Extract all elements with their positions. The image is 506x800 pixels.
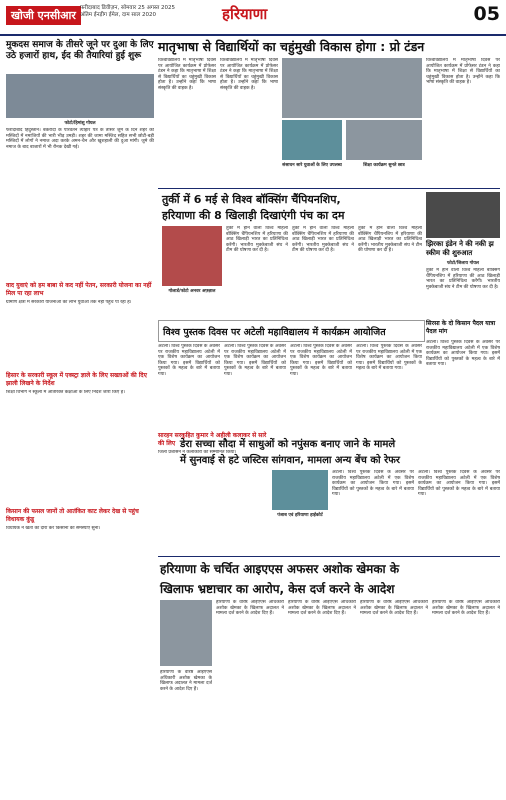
- column-story-2-body: शिक्षा विभाग ने स्कूलों में अतिरिक्त कक्षाओं के लिए निर्देश जारी किए हैं।: [6, 390, 125, 395]
- dera-headline-1: डेरा सच्चा सौदा में साधुओं को नपुंसक बनाए जाने के मामले: [180, 439, 396, 450]
- side-story-caption: फोटो/हिमांशु गोयल: [64, 121, 96, 126]
- column-story-2-headline: हिसार के सरकारी स्कूल में एक्स्ट्रा ज्ञाले के लिए सख्ताओं की दिए झाली लिखने के निर्देश: [6, 372, 147, 387]
- right-story-body: तुर्की में होने वाली विश्व महिला बॉक्सिंग चैंपियनशिप में हरियाणा की आठ खिलाड़ी भारत का प्रतिनिधित्व करेंगी। भारतीय मुक्केबाजी संघ ने टीम की घोषणा कर दी है।: [426, 268, 500, 290]
- right-story-caption: फोटो/जिलाय गोयल: [447, 261, 479, 266]
- world-day-body-1: अटेली। विश्व पुस्तक दिवस के अवसर पर राजकीय महाविद्यालय अटेली में एक विशेष कार्यक्रम का आयोजन किया गया। इसमें विद्यार्थियों को पुस्तकों के महत्व के बारे में बताया गया।: [158, 344, 220, 377]
- dera-body-1: अटेली। विश्व पुस्तक दिवस के अवसर पर राजकीय महाविद्यालय अटेली में एक विशेष कार्यक्रम का आयोजन किया गया। इसमें विद्यार्थियों को पुस्तकों के महत्व के बारे में बताया गया।: [332, 470, 414, 498]
- lead-body-col-2: विश्वविद्यालय में मातृभाषा दिवस पर आयोजित कार्यक्रम में प्रोफेसर टंडन ने कहा कि मातृभाषा में शिक्षा से विद्यार्थियों का चहुंमुखी विकास होता है। उन्होंने कहा कि भाषा संस्कृति की वाहक है।: [220, 58, 278, 91]
- paper-name: खोजी एनसीआर: [6, 6, 81, 25]
- side-story-photo: [6, 74, 154, 118]
- lead-body-col-1: विश्वविद्यालय में मातृभाषा दिवस पर आयोजित कार्यक्रम में प्रोफेसर टंडन ने कहा कि मातृभाषा में शिक्षा से विद्यार्थियों का चहुंमुखी विकास होता है। उन्होंने कहा कि भाषा संस्कृति की वाहक है।: [158, 58, 216, 91]
- masthead: [0, 0, 506, 36]
- boxing-caption: गोलार्ड/फोटो अनवर अफ़्ज़ाल: [168, 289, 216, 294]
- khemka-body-0: हरियाणा के वरिष्ठ आईएएस अधिकारी अशोक खेमका के खिलाफ अदालत ने मामला दर्ज करने के आदेश दिए हैं।: [160, 670, 212, 692]
- side-small-headline: सिरसा के दो किसान पैदल यात्रा पैदल मांग: [426, 320, 496, 335]
- column-story-4-body: विधायक ने खेतों का दौरा कर किसानों की समस्याएं सुनीं।: [6, 526, 101, 531]
- lead-photo-right: [346, 120, 422, 160]
- world-day-headline-box: [158, 320, 425, 342]
- dera-caption: पंजाब एवं हरियाणा हाईकोर्ट: [277, 513, 323, 518]
- right-story-headline: झिरका इंडेन ने की नकी झ स्कीम की शुरुआत: [426, 240, 494, 257]
- dera-body-2: अटेली। विश्व पुस्तक दिवस के अवसर पर राजकीय महाविद्यालय अटेली में एक विशेष कार्यक्रम का आयोजन किया गया। इसमें विद्यार्थियों को पुस्तकों के महत्व के बारे में बताया गया।: [418, 470, 500, 498]
- section-title: हरियाणा: [222, 5, 268, 23]
- lead-caption-right: शिक्षा कार्यक्रम सुनते छात्र: [363, 163, 405, 168]
- lead-photo: [282, 58, 422, 118]
- world-day-body-3: अटेली। विश्व पुस्तक दिवस के अवसर पर राजकीय महाविद्यालय अटेली में एक विशेष कार्यक्रम का आयोजन किया गया। इसमें विद्यार्थियों को पुस्तकों के महत्व के बारे में बताया गया।: [290, 344, 352, 377]
- divider: [158, 188, 500, 189]
- side-small-body: अटेली। विश्व पुस्तक दिवस के अवसर पर राजकीय महाविद्यालय अटेली में एक विशेष कार्यक्रम का आयोजन किया गया। इसमें विद्यार्थियों को पुस्तकों के महत्व के बारे में बताया गया।: [426, 340, 500, 368]
- world-day-body-2: अटेली। विश्व पुस्तक दिवस के अवसर पर राजकीय महाविद्यालय अटेली में एक विशेष कार्यक्रम का आयोजन किया गया। इसमें विद्यार्थियों को पुस्तकों के महत्व के बारे में बताया गया।: [224, 344, 286, 377]
- column-story-4-headline: किसान की फसल जानों तो आतंकित काट लेकर देख से पहुंच विधायक कुंडू: [6, 508, 139, 523]
- boxing-headline-2: हरियाणा की 8 खिलाड़ी दिखाएंगी पंच का दम: [162, 209, 345, 222]
- column-story-1-headline: वाद युवाएं को हम बाबा से कद नहीं पेतन, सरकारी योजना का नहीं मिल पा रहा लाभ: [6, 282, 152, 297]
- boxing-body-1: तुर्की में होने वाली विश्व महिला बॉक्सिंग चैंपियनशिप में हरियाणा की आठ खिलाड़ी भारत का प्रतिनिधित्व करेंगी। भारतीय मुक्केबाजी संघ ने टीम की घोषणा कर दी है।: [226, 226, 288, 254]
- khemka-body-4: हरियाणा के वरिष्ठ आईएएस अधिकारी अशोक खेमका के खिलाफ अदालत ने मामला दर्ज करने के आदेश दिए हैं।: [432, 600, 500, 617]
- khemka-headline-2: खिलाफ भ्रष्टाचार का आरोप, केस दर्ज करने के आदेश: [160, 582, 395, 596]
- side-story-body: फरीदाबाद हिंदुस्तान। बकरीदी के परिवर्तन त्योहार पत्र के तीसरे जूमें के दिन शहर की मस्जिदों में नमाजियों की भारी भीड़ उमड़ी। शहर की जामा मस्जिद सहित सभी छोटी-बड़ी मस्जिदों में लोगों ने नमाज अदा करके अमन-चैन और खुशहाली की दुआ मांगी। जुमे की नमाज के बाद बाजारों में भी रौनक देखी गई।: [6, 128, 154, 150]
- dateline: [80, 5, 175, 19]
- lead-headline: मातृभाषा से विद्यार्थियों का चहुंमुखी विकास होगा : प्रो टंडन: [158, 39, 425, 54]
- lead-body-col-3: विश्वविद्यालय में मातृभाषा दिवस पर आयोजित कार्यक्रम में प्रोफेसर टंडन ने कहा कि मातृभाषा में शिक्षा से विद्यार्थियों का चहुंमुखी विकास होता है। उन्होंने कहा कि भाषा संस्कृति की वाहक है।: [426, 58, 500, 86]
- lead-caption-left: संसाधन सारे युवाओं के लिए उपलब्ध: [282, 163, 342, 168]
- khemka-body-3: हरियाणा के वरिष्ठ आईएएस अधिकारी अशोक खेमका के खिलाफ अदालत ने मामला दर्ज करने के आदेश दिए हैं।: [360, 600, 428, 617]
- column-story-3-headline: सारहन सरकुहित कुमार ने अहीली कलाकर से सारे की लिए: [158, 432, 267, 447]
- lead-photo-left: [282, 120, 342, 160]
- world-day-body-4: अटेली। विश्व पुस्तक दिवस के अवसर पर राजकीय महाविद्यालय अटेली में एक विशेष कार्यक्रम का आयोजन किया गया। इसमें विद्यार्थियों को पुस्तकों के महत्व के बारे में बताया गया।: [356, 344, 422, 372]
- khemka-body-1: हरियाणा के वरिष्ठ आईएएस अधिकारी अशोक खेमका के खिलाफ अदालत ने मामला दर्ज करने के आदेश दिए हैं।: [216, 600, 284, 617]
- world-day-headline: विश्व पुस्तक दिवस पर अटेली महाविद्यालय में कार्यक्रम आयोजित: [163, 327, 386, 338]
- side-story-headline: मुकदस समाज के तीसरे जूने पर दुआ के लिए उठे हजारों हाथ, ईद की तैयारियां हुई शुरू: [6, 40, 154, 61]
- boxing-body-3: तुर्की में होने वाली विश्व महिला बॉक्सिंग चैंपियनशिप में हरियाणा की आठ खिलाड़ी भारत का प्रतिनिधित्व करेंगी। भारतीय मुक्केबाजी संघ ने टीम की घोषणा कर दी है।: [358, 226, 422, 254]
- column-story-1-body: ग्रामीण क्षेत्रों में सरकारी योजनाओं का लाभ युवाओं तक नहीं पहुंच पा रहा है।: [6, 300, 132, 305]
- column-story-3-body: जिला प्रशासन ने कलाकारों को सम्मानित किया।: [158, 450, 237, 455]
- dera-headline-2: में सुनवाई से हटे जस्टिस सांगवान, मामला अन्य बेंच को रेफर: [180, 455, 400, 466]
- dateline-line-1: फरीदाबाद डिवीज़न, सोमवार 25 अगस्त 2025: [80, 5, 175, 11]
- khemka-headline-1: हरियाणा के चर्चित आइएएस अफसर अशोक खेमका के: [160, 562, 400, 576]
- right-story-photo: [426, 192, 500, 238]
- dateline-line-2: अंतिम ईनड़ीग ईमेल, दाम साल 2020: [80, 12, 156, 18]
- boxing-photo: [162, 226, 222, 286]
- boxing-body-2: तुर्की में होने वाली विश्व महिला बॉक्सिंग चैंपियनशिप में हरियाणा की आठ खिलाड़ी भारत का प्रतिनिधित्व करेंगी। भारतीय मुक्केबाजी संघ ने टीम की घोषणा कर दी है।: [292, 226, 354, 254]
- page-number: 05: [473, 3, 500, 25]
- khemka-photo: [160, 600, 212, 666]
- boxing-headline-1: तुर्की में 6 मई से विश्व बॉक्सिंग चैंपियनशिप,: [162, 193, 341, 206]
- dera-photo: [272, 470, 328, 510]
- khemka-body-2: हरियाणा के वरिष्ठ आईएएस अधिकारी अशोक खेमका के खिलाफ अदालत ने मामला दर्ज करने के आदेश दिए हैं।: [288, 600, 356, 617]
- divider-2: [158, 556, 500, 557]
